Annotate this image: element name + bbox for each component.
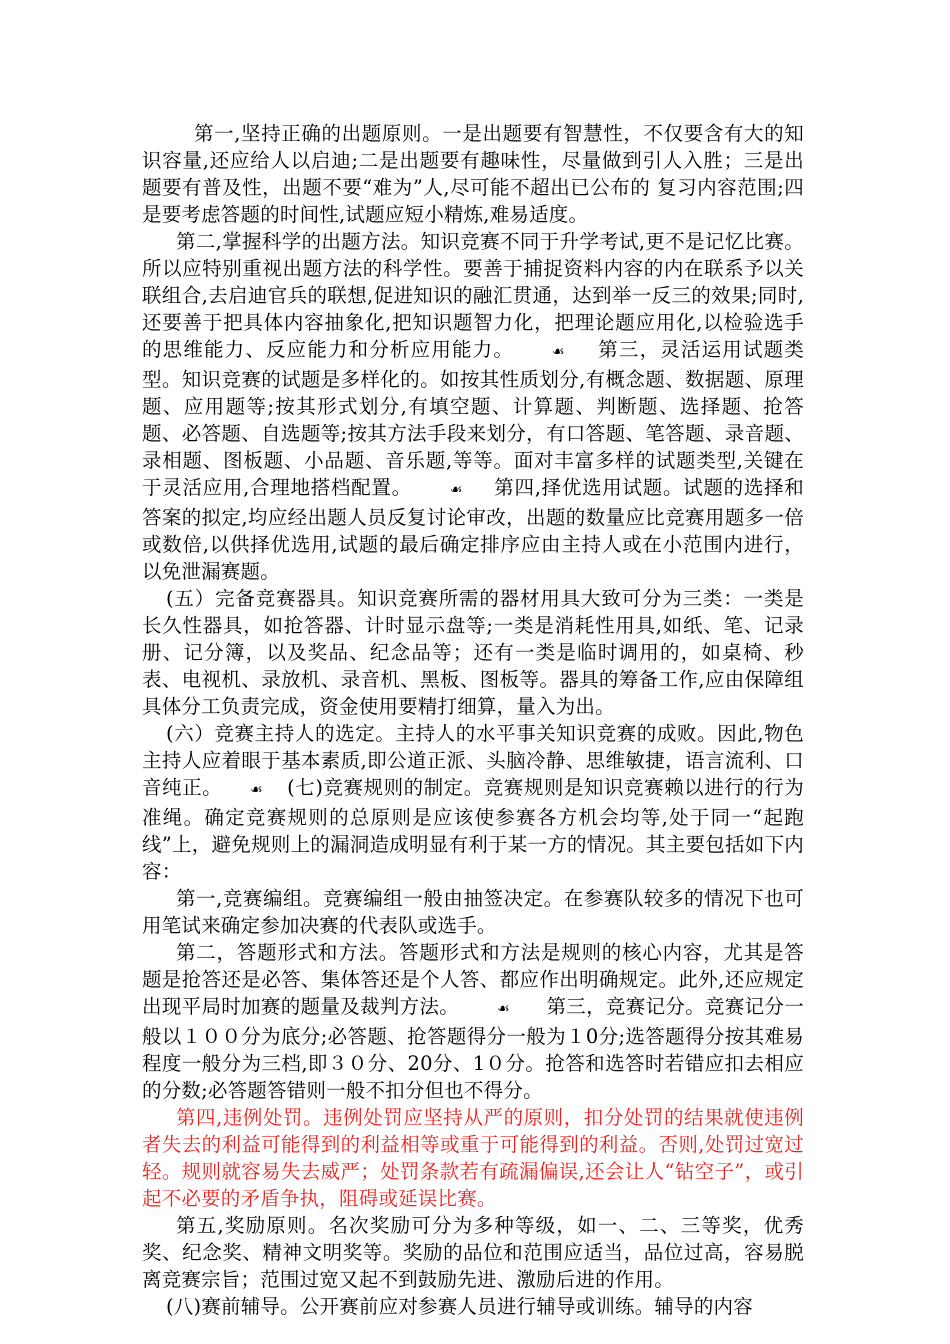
paragraph-equipment (142, 585, 804, 720)
paragraph-text: (五）完备竞赛器具。知识竞赛所需的器材用具大致可分为三类：一类是长久性器具，如抢答器、计时显示盘等;一类是消耗性用具,如纸、笔、记录册、记分簿，以及奖品、纪念品等；还有一类是临时调用的，如桌椅、秒表、电视机、录放机、录音机、黑板、图板等。器具的筹备工作,应由保障组具体分工负责完成，资金使用要精打细算，量入为出。 (142, 587, 804, 718)
fleuron-icon: ☙ (497, 1001, 510, 1017)
paragraph-text: 第二，答题形式和方法。答题形式和方法是规则的核心内容，尤其是答题是抢答还是必答、集体答还是个人答、都应作出明确规定。此外,还应规定出现平局时加赛的题量及裁判方法。 (142, 941, 804, 1018)
fleuron-icon: ☙ (449, 482, 463, 498)
paragraph-coaching (142, 1293, 804, 1320)
paragraph-text: 第五,奖励原则。名次奖励可分为多种等级，如一、二、三等奖，优秀奖、纪念奖、精神文明奖等。奖励的品位和范围应适当，品位过高，容易脱离竞赛宗旨；范围过宽又起不到鼓励先进、激励后进的作用。 (142, 1214, 804, 1291)
paragraph-penalty (142, 1104, 804, 1212)
paragraph-text: 第三，竞赛记分。竞赛记分一般以１００分为底分;必答题、抢答题得分一般为１0分;选答题得分按其难易程度一般分为三档,即３０分、20分、1０分。抢答和选答时若错应扣去相应的分数;必答题答错则一般不扣分但也不得分。 (142, 995, 804, 1102)
paragraph-text: (六）竞赛主持人的选定。主持人的水平事关知识竞赛的成败。因此,物色主持人应着眼于基本素质,即公道正派、头脑冷静、思维敏捷，语言流利、口音纯正。 (142, 722, 804, 799)
paragraph-question-method (142, 228, 804, 585)
document-body (142, 120, 804, 1320)
paragraph-text: (七)竞赛规则的制定。竞赛规则是知识竞赛赖以进行的行为准绳。确定竞赛规则的总原则是应该使参赛各方机会均等,处于同一“起跑线”上，避免规则上的漏洞造成明显有利于某一方的情况。其主要包括如下内容： (142, 776, 804, 883)
paragraph-text: 第一,竞赛编组。竞赛编组一般由抽签决定。在参赛队较多的情况下也可用笔试来确定参加决赛的代表队或选手。 (142, 887, 804, 937)
paragraph-text: (八)赛前辅导。公开赛前应对参赛人员进行辅导或训练。辅导的内容 (166, 1295, 753, 1318)
paragraph-answer-format (142, 939, 804, 1104)
paragraph-award (142, 1212, 804, 1293)
paragraph-host-and-rules (142, 720, 804, 885)
paragraph-text: 第一,坚持正确的出题原则。一是出题要有智慧性，不仅要含有大的知识容量,还应给人以启迪;二是出题要有趣味性，尽量做到引人入胜；三是出题要有普及性，出题不要“难为”人,尽可能不超出已公布的 复习内容范围;四是要考虑答题的时间性,试题应短小精炼,难易适度。 (142, 122, 804, 226)
paragraph-text: 第三，灵活运用试题类型。知识竞赛的试题是多样化的。如按其性质划分,有概念题、数据题、原理题、应用题等;按其形式划分,有填空题、计算题、判断题、选择题、抢答题、必答题、自选题等;按其方法手段来划分，有口答题、笔答题、录音题、录相题、图板题、小品题、音乐题,等等。面对丰富多样的试题类型,关键在于灵活应用,合理地搭档配置。 (142, 338, 804, 499)
paragraph-grouping (142, 885, 804, 939)
paragraph-text: 第四,择优选用试题。试题的选择和答案的拟定,均应经出题人员反复讨论审改，出题的数量应比竞赛用题多一倍或数倍,以供择优选用,试题的最后确定排序应由主持人或在小范围内进行，以免泄漏赛题。 (142, 476, 804, 583)
paragraph-text: 第二,掌握科学的出题方法。知识竞赛不同于升学考试,更不是记忆比赛。所以应特别重视出题方法的科学性。要善于捕捉资料内容的内在联系予以关联组合,去启迪官兵的联想,促进知识的融汇贯通，达到举一反三的效果;同时,还要善于把具体内容抽象化,把知识题智力化，把理论题应用化,以检验选手的思维能力、反应能力和分析应用能力。 (142, 230, 804, 361)
fleuron-icon: ☙ (250, 782, 263, 798)
paragraph-text: 第四,违例处罚。违例处罚应坚持从严的原则，扣分处罚的结果就使违例者失去的利益可能得到的利益相等或重于可能得到的利益。否则,处罚过宽过轻。规则就容易失去威严；处罚条款若有疏漏偏误,还会让人“钻空子”，或引起不必要的矛盾争执，阻碍或延误比赛。 (142, 1106, 804, 1210)
paragraph-question-principle (142, 120, 804, 228)
fleuron-icon: ☙ (552, 344, 565, 360)
